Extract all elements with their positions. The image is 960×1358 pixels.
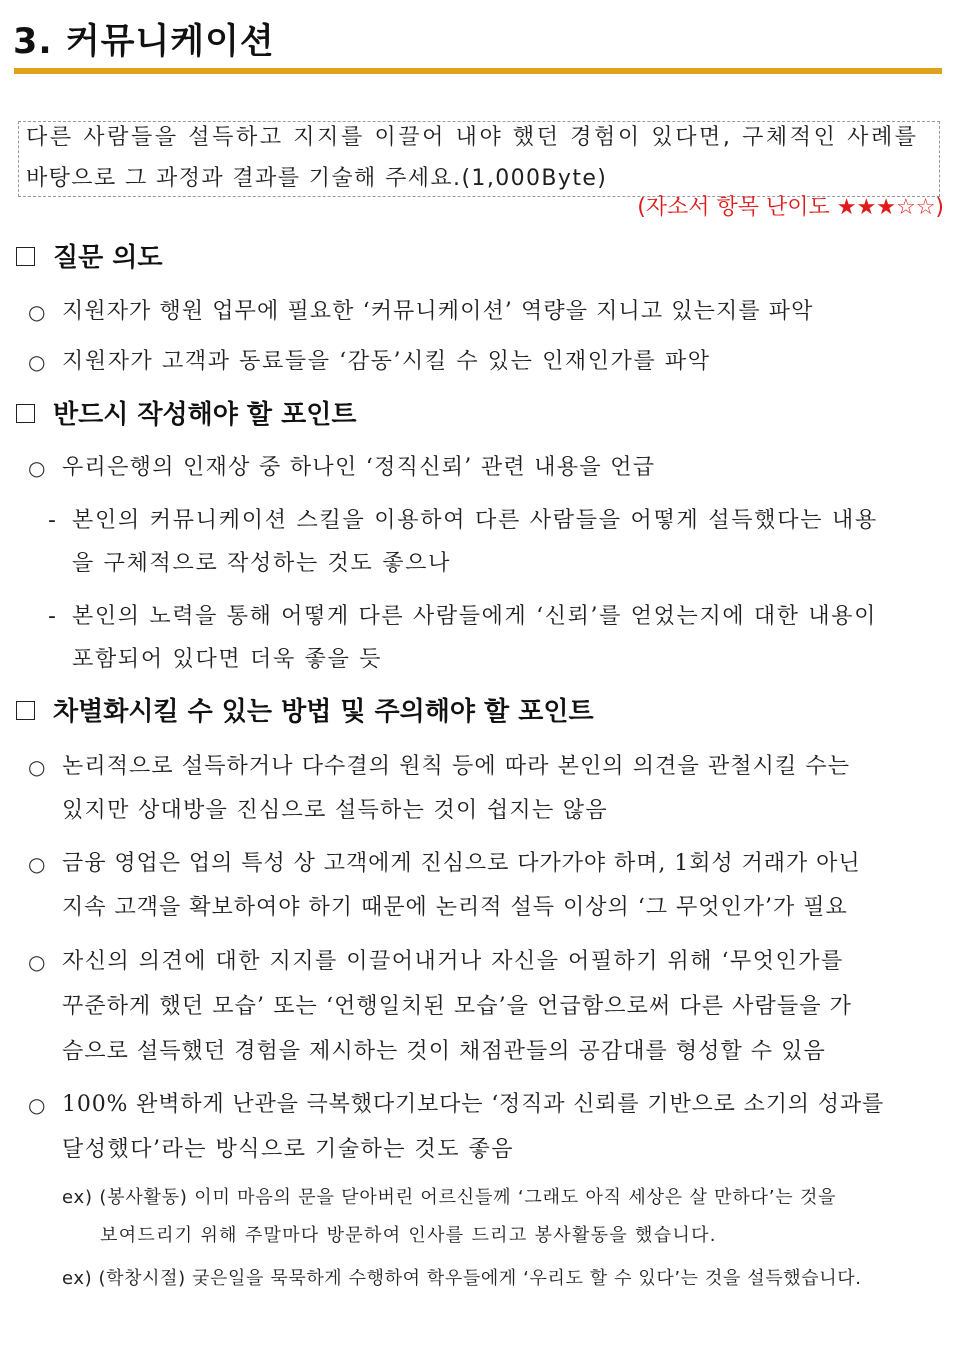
list-item: 지원자가 고객과 동료들을 ‘감동’시킬 수 있는 인재인가를 파악 xyxy=(62,349,711,374)
difficulty-rating: (자소서 항목 난이도 ★★★☆☆) xyxy=(637,195,944,220)
question-line-2: 바탕으로 그 과정과 결과를 기술해 주세요.(1,000Byte) xyxy=(26,166,608,191)
dash-bullet-icon: - xyxy=(48,604,56,629)
question-line-1: 다른 사람들을 설득하고 지지를 이끌어 내야 했던 경험이 있다면, 구체적인 사례를 xyxy=(26,125,919,150)
circle-bullet-icon: ○ xyxy=(28,300,46,324)
section-heading-label: 반드시 작성해야 할 포인트 xyxy=(53,400,357,430)
section-heading-must-points xyxy=(16,398,356,432)
section-heading-differentiation xyxy=(16,695,594,729)
list-item-line: 100% 완벽하게 난관을 극복했다기보다는 ‘정직과 신뢰를 기반으로 소기의 성과를 xyxy=(62,1092,885,1117)
list-item-line: 자신의 의견에 대한 지지를 이끌어내거나 자신을 어필하기 위해 ‘무엇인가를 xyxy=(62,949,844,974)
list-item-line: 슴으로 설득했던 경험을 제시하는 것이 채점관들의 공감대를 형성할 수 있음 xyxy=(62,1039,826,1064)
section-heading-label: 차별화시킬 수 있는 방법 및 주의해야 할 포인트 xyxy=(53,697,594,727)
circle-bullet-icon: ○ xyxy=(28,350,46,374)
list-item-line: 있지만 상대방을 진심으로 설득하는 것이 쉽지는 않음 xyxy=(62,798,608,823)
circle-bullet-icon: ○ xyxy=(28,456,46,480)
list-item-line: 지속 고객을 확보하여야 하기 때문에 논리적 설득 이상의 ‘그 무엇인가’가 필요 xyxy=(62,895,848,920)
page-title: 3. 커뮤니케이션 xyxy=(13,22,275,62)
sub-list-item-line: 포함되어 있다면 더욱 좋을 듯 xyxy=(72,647,383,672)
list-item-line: 꾸준하게 했던 모습’ 또는 ‘언행일치된 모습’을 언급함으로써 다른 사람들을 가 xyxy=(62,994,853,1019)
circle-bullet-icon: ○ xyxy=(28,1093,46,1117)
section-heading-intent xyxy=(16,241,163,275)
sub-list-item-line: 본인의 커뮤니케이션 스킬을 이용하여 다른 사람들을 어떻게 설득했다는 내용 xyxy=(72,508,879,533)
dash-bullet-icon: - xyxy=(48,508,56,533)
example-line: 보여드리기 위해 주말마다 방문하여 인사를 드리고 봉사활동을 했습니다. xyxy=(100,1225,717,1246)
circle-bullet-icon: ○ xyxy=(28,852,46,876)
checkbox-square-icon xyxy=(16,404,35,423)
example-line: ex) (봉사활동) 이미 마음의 문을 닫아버린 어르신들께 ‘그래도 아직 세상은 살 만하다’는 것을 xyxy=(62,1187,837,1208)
circle-bullet-icon: ○ xyxy=(28,950,46,974)
list-item-line: 금융 영업은 업의 특성 상 고객에게 진심으로 다가가야 하며, 1회성 거래가 아닌 xyxy=(62,851,861,876)
list-item: 지원자가 행원 업무에 필요한 ‘커뮤니케이션’ 역량을 지니고 있는지를 파악 xyxy=(62,299,814,324)
list-item-line: 논리적으로 설득하거나 다수결의 원칙 등에 따라 본인의 의견을 관철시킬 수는 xyxy=(62,754,851,779)
circle-bullet-icon: ○ xyxy=(28,755,46,779)
list-item-line: 달성했다’라는 방식으로 기술하는 것도 좋음 xyxy=(62,1137,515,1162)
sub-list-item-line: 본인의 노력을 통해 어떻게 다른 사람들에게 ‘신뢰’를 얻었는지에 대한 내용이 xyxy=(72,604,878,629)
example-line: ex) (학창시절) 궂은일을 묵묵하게 수행하여 학우들에게 ‘우리도 할 수 있다’는 것을 설득했습니다. xyxy=(62,1268,862,1289)
section-heading-label: 질문 의도 xyxy=(53,243,163,273)
checkbox-square-icon xyxy=(16,701,35,720)
sub-list-item-line: 을 구체적으로 작성하는 것도 좋으나 xyxy=(72,551,452,576)
list-item: 우리은행의 인재상 중 하나인 ‘정직신뢰’ 관련 내용을 언급 xyxy=(62,455,656,480)
checkbox-square-icon xyxy=(16,247,35,266)
title-underline xyxy=(14,68,942,74)
